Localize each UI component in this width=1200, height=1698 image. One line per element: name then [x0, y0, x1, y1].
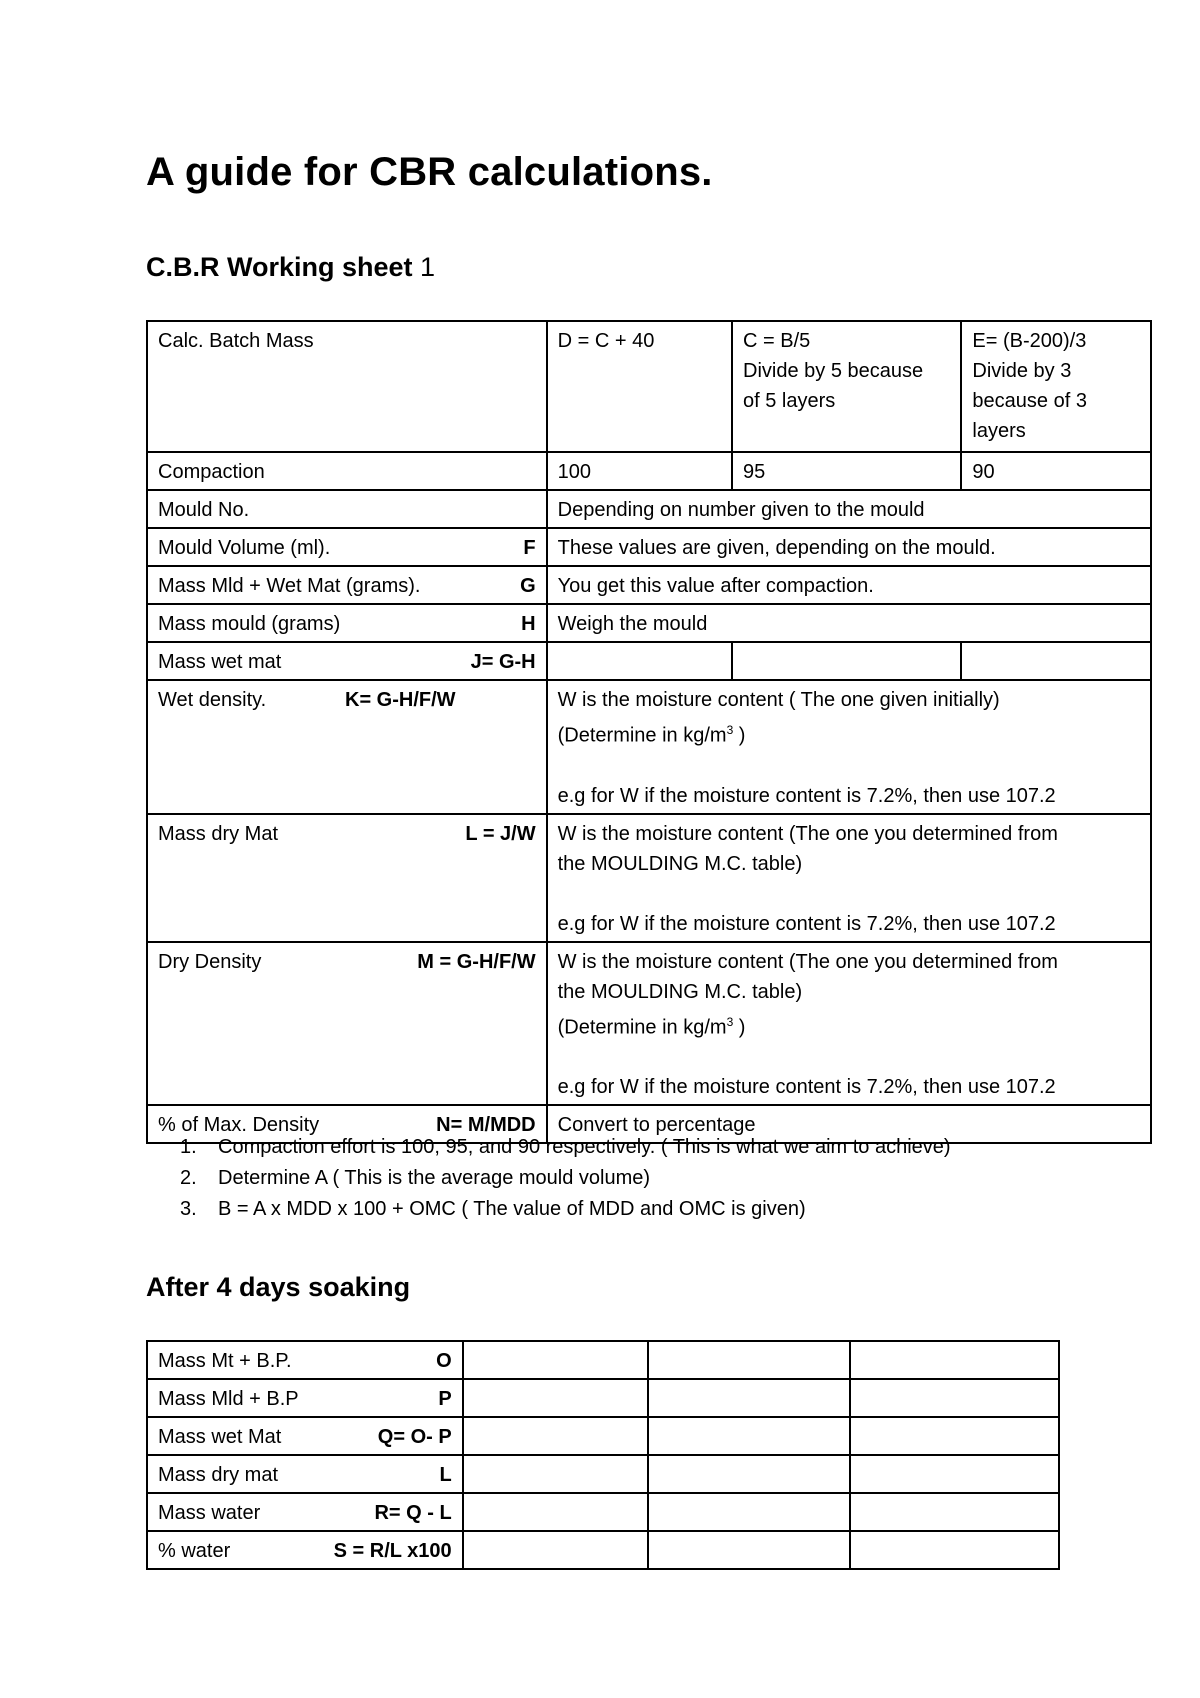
row-label — [147, 528, 547, 566]
empty-cell — [463, 1417, 648, 1455]
sheet-title — [146, 252, 435, 283]
note-line: e.g for W if the moisture content is 7.2%, then use 107.2 — [557, 1076, 1056, 1099]
cell-batch-95 — [732, 321, 961, 452]
row-label — [147, 604, 547, 642]
label-text: Mass water — [158, 1502, 261, 1524]
empty-cell — [850, 1341, 1059, 1379]
empty-cell — [648, 1417, 849, 1455]
row-label — [147, 942, 547, 1106]
cell-line: E= (B-200)/3 — [972, 330, 1087, 352]
page-title: A guide for CBR calculations. — [146, 150, 713, 194]
note-line: W is the moisture content ( The one given initially) — [557, 689, 1000, 711]
table-row — [147, 528, 1151, 566]
empty-cell — [732, 642, 961, 680]
label-text: Mass Mt + B.P. — [158, 1350, 292, 1372]
cell-line: layers — [972, 420, 1026, 442]
label-text: Mass wet mat — [158, 651, 282, 673]
notes-list — [180, 1132, 951, 1225]
row-label — [147, 814, 547, 942]
empty-cell — [648, 1531, 849, 1569]
table-row — [147, 1493, 1059, 1531]
label-text: Mass Mld + B.P — [158, 1388, 299, 1410]
empty-cell — [463, 1531, 648, 1569]
row-label: Mould No. — [147, 490, 547, 528]
row-note: You get this value after compaction. — [547, 566, 1151, 604]
row-note — [547, 680, 1151, 814]
row-note: Weigh the mould — [547, 604, 1151, 642]
empty-cell — [648, 1379, 849, 1417]
label-symbol: M = G-H/F/W — [417, 950, 536, 973]
row-label — [147, 642, 547, 680]
empty-cell — [648, 1455, 849, 1493]
list-item — [180, 1132, 951, 1163]
label-text: Dry Density — [158, 950, 262, 973]
empty-cell — [648, 1341, 849, 1379]
empty-cell — [463, 1493, 648, 1531]
table-row — [147, 814, 1151, 942]
row-note — [547, 942, 1151, 1106]
table-row — [147, 1531, 1059, 1569]
row-note: Convert to percentage — [547, 1105, 1151, 1143]
label-symbol: L = J/W — [465, 822, 536, 845]
table-row — [147, 1455, 1059, 1493]
table-row — [147, 942, 1151, 1106]
cell-line: C = B/5 — [743, 330, 811, 352]
list-number: 3. — [180, 1198, 197, 1220]
label-text: Mass dry mat — [158, 1464, 279, 1486]
label-symbol: K= G-H/F/W — [345, 689, 456, 711]
note-line: e.g for W if the moisture content is 7.2%, then use 107.2 — [557, 784, 1056, 807]
row-label — [147, 1493, 463, 1531]
label-symbol: N= M/MDD — [436, 1114, 536, 1137]
cell-compaction-100: 100 — [547, 452, 732, 490]
label-text: Mass Mld + Wet Mat (grams). — [158, 575, 421, 597]
note-line — [558, 715, 1140, 751]
row-note — [547, 814, 1151, 942]
label-text: Wet density. — [158, 689, 267, 711]
cell-line: because of 3 — [972, 390, 1087, 412]
empty-cell — [850, 1455, 1059, 1493]
list-item — [180, 1194, 951, 1225]
label-symbol: S = R/L x100 — [333, 1540, 452, 1562]
working-sheet-table — [146, 320, 1152, 1144]
empty-cell — [850, 1417, 1059, 1455]
empty-cell — [648, 1493, 849, 1531]
sheet-title-text: C.B.R Working sheet — [146, 252, 413, 282]
list-text: Compaction effort is 100, 95, and 90 respectively. ( This is what we aim to achieve) — [218, 1136, 951, 1158]
cell-line: Divide by 3 — [972, 360, 1072, 382]
row-label — [147, 1531, 463, 1569]
empty-cell — [850, 1493, 1059, 1531]
cell-batch-90 — [961, 321, 1151, 452]
superscript: 3 — [726, 723, 734, 737]
list-item — [180, 1163, 951, 1194]
row-label — [147, 1379, 463, 1417]
label-symbol: Q= O- P — [377, 1426, 452, 1448]
empty-cell — [850, 1531, 1059, 1569]
list-number: 1. — [180, 1136, 197, 1158]
cell-line: of 5 layers — [743, 390, 836, 412]
label-symbol: O — [436, 1350, 452, 1372]
row-label: Calc. Batch Mass — [147, 321, 547, 452]
note-line: the MOULDING M.C. table) — [557, 980, 803, 1003]
note-line: the MOULDING M.C. table) — [557, 852, 803, 875]
label-text: Mould Volume (ml). — [158, 537, 331, 559]
table-row — [147, 1417, 1059, 1455]
label-symbol: G — [520, 575, 536, 597]
table-row — [147, 1379, 1059, 1417]
sheet-title-number: 1 — [412, 252, 436, 282]
label-text: % of Max. Density — [158, 1114, 320, 1137]
empty-cell — [463, 1379, 648, 1417]
table-row — [147, 566, 1151, 604]
empty-cell — [463, 1455, 648, 1493]
cell-compaction-90: 90 — [961, 452, 1151, 490]
label-symbol: P — [438, 1388, 452, 1410]
table-row — [147, 642, 1151, 680]
note-text: ) — [733, 1016, 746, 1039]
table-row — [147, 1341, 1059, 1379]
empty-cell — [961, 642, 1151, 680]
label-symbol: F — [523, 537, 536, 559]
superscript: 3 — [726, 1014, 734, 1029]
note-line: W is the moisture content (The one you determined from — [557, 822, 1058, 845]
list-number: 2. — [180, 1167, 197, 1189]
label-text: Mass dry Mat — [158, 822, 279, 845]
note-line: e.g for W if the moisture content is 7.2%, then use 107.2 — [557, 912, 1056, 935]
list-text: B = A x MDD x 100 + OMC ( The value of MDD and OMC is given) — [218, 1198, 806, 1220]
note-text: (Determine in kg/m — [557, 1016, 727, 1039]
note-text: (Determine in kg/m — [557, 724, 727, 747]
row-label — [147, 1417, 463, 1455]
table-row — [147, 490, 1151, 528]
empty-cell — [850, 1379, 1059, 1417]
soaking-table — [146, 1340, 1060, 1570]
row-note: These values are given, depending on the mould. — [547, 528, 1151, 566]
list-text: Determine A ( This is the average mould volume) — [218, 1167, 651, 1189]
table-row — [147, 452, 1151, 490]
label-symbol: J= G-H — [470, 651, 536, 673]
table-row — [147, 321, 1151, 452]
label-text: Mass wet Mat — [158, 1426, 282, 1448]
soaking-title: After 4 days soaking — [146, 1272, 411, 1302]
row-label — [147, 566, 547, 604]
note-text: ) — [733, 724, 746, 747]
label-text: % water — [158, 1540, 231, 1562]
label-text: Mass mould (grams) — [158, 613, 341, 635]
note-line: W is the moisture content (The one you determined from — [557, 950, 1058, 973]
note-line — [558, 1007, 1140, 1043]
row-note: Depending on number given to the mould — [547, 490, 1151, 528]
row-label — [147, 1341, 463, 1379]
row-label — [147, 1455, 463, 1493]
label-symbol: L — [439, 1464, 452, 1486]
cell-compaction-95: 95 — [732, 452, 961, 490]
table-row — [147, 604, 1151, 642]
label-symbol: H — [521, 613, 536, 635]
cell-line: Divide by 5 because — [743, 360, 924, 382]
label-symbol: R= Q - L — [374, 1502, 452, 1524]
empty-cell — [547, 642, 732, 680]
table-row — [147, 680, 1151, 814]
row-label — [147, 680, 547, 814]
row-label: Compaction — [147, 452, 547, 490]
empty-cell — [463, 1341, 648, 1379]
cell-batch-100: D = C + 40 — [547, 321, 732, 452]
